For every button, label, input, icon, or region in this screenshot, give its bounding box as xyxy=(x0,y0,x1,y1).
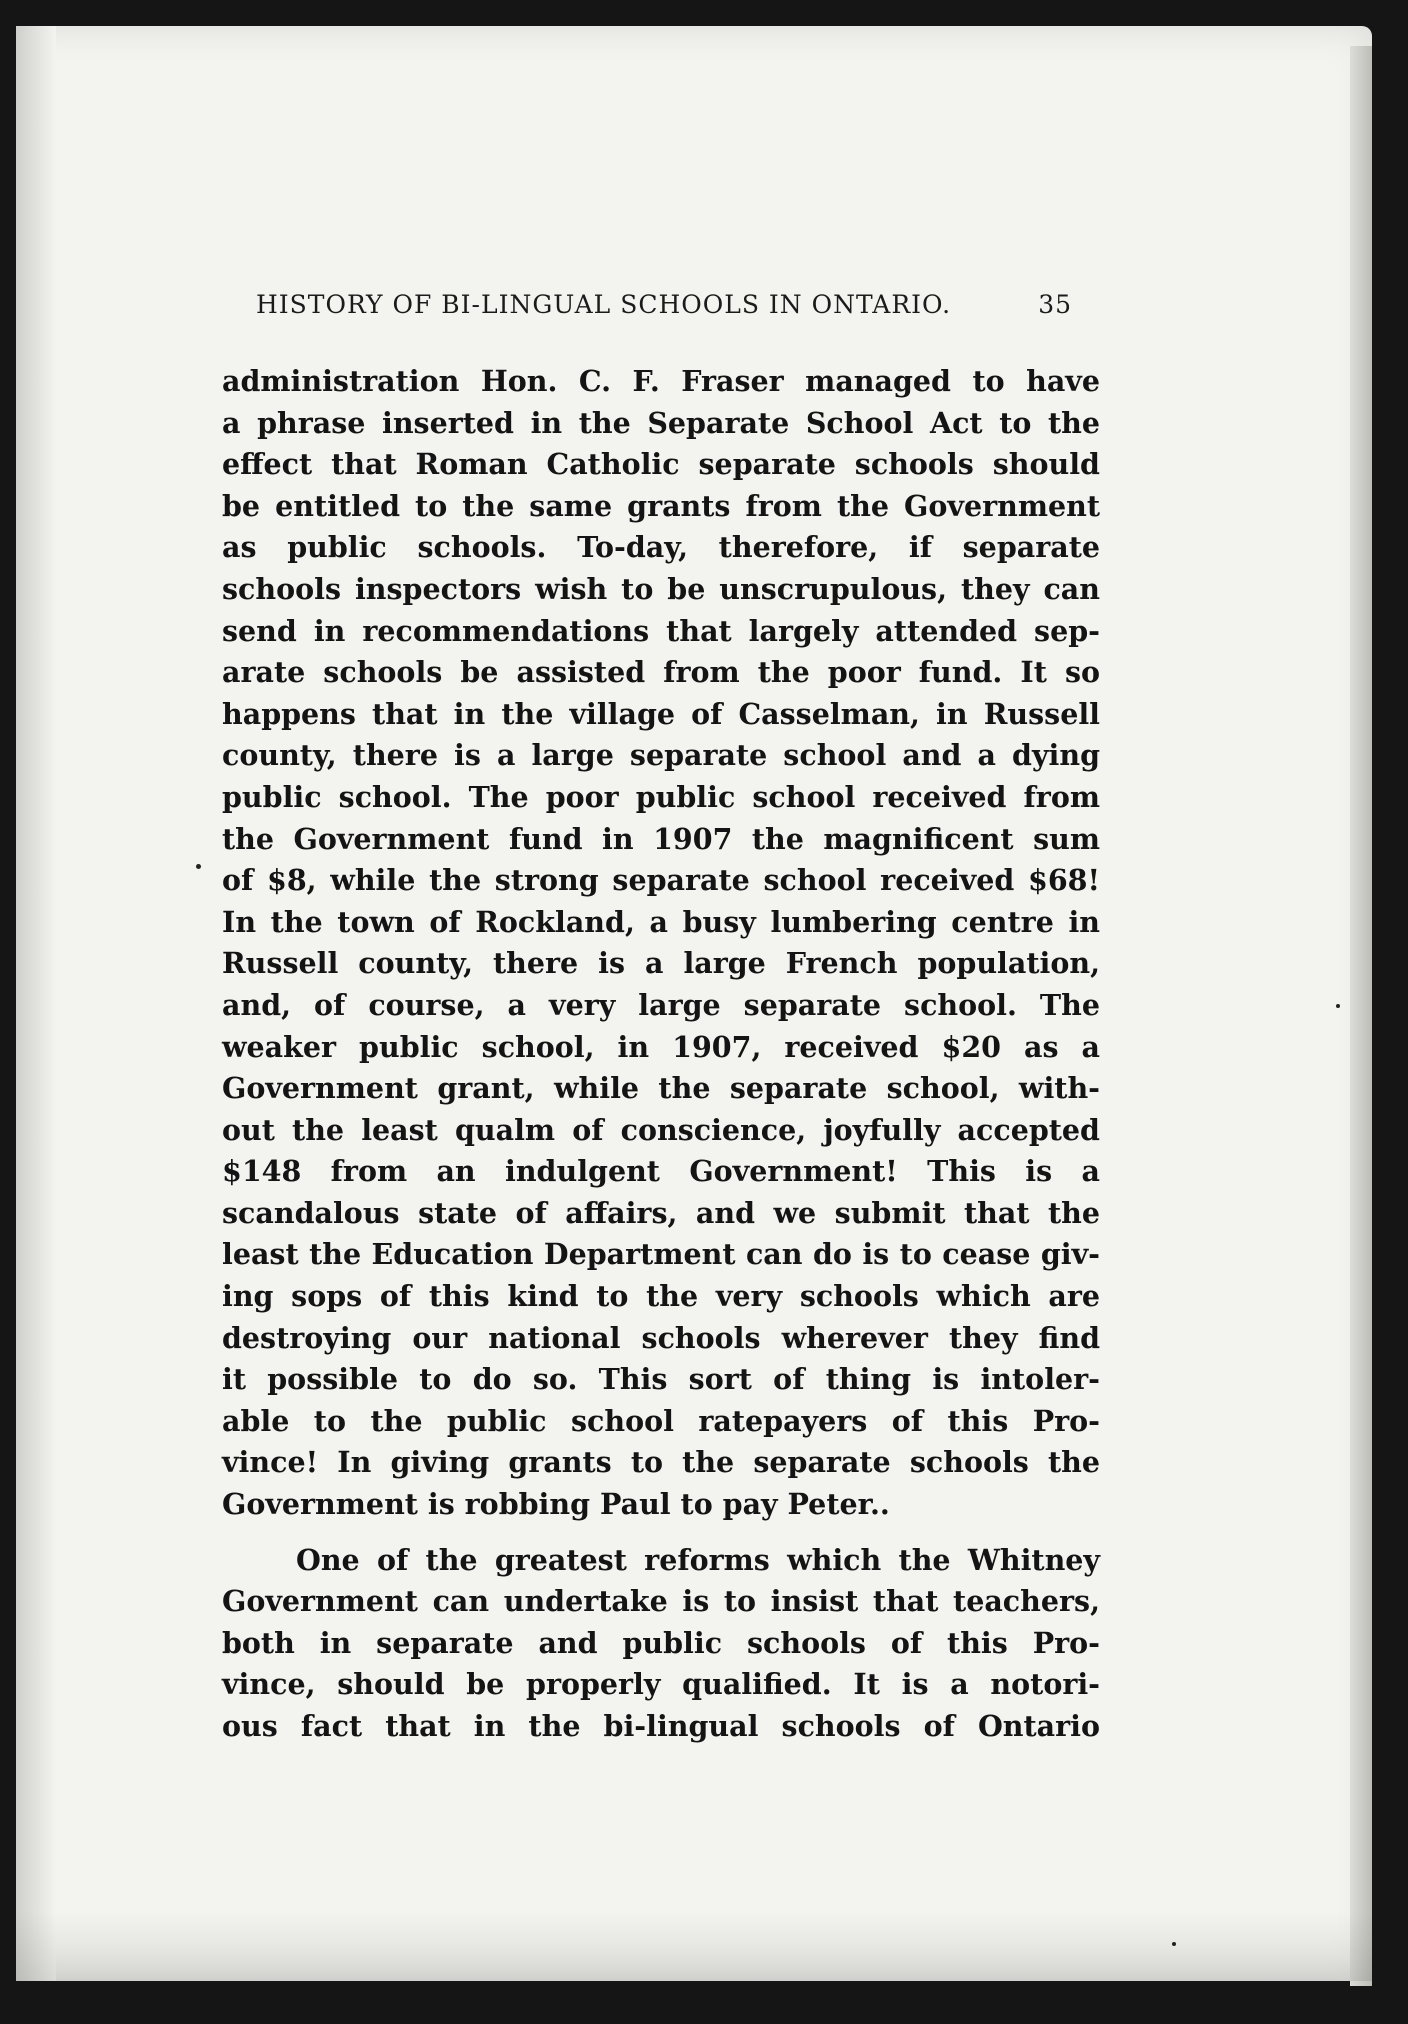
body-text xyxy=(222,361,1100,1748)
text-line: Government is robbing Paul to pay Peter.. xyxy=(222,1487,890,1522)
text-line: it possible to do so. This sort of thing is intoler- xyxy=(222,1362,1100,1397)
text-line: One of the greatest reforms which the Whitney xyxy=(296,1542,1100,1577)
text-line: arate schools be assisted from the poor fund. It so xyxy=(222,655,1100,690)
text-line: able to the public school ratepayers of this Pro- xyxy=(222,1403,1100,1438)
bottom-shadow xyxy=(16,1911,1372,1981)
text-line: $148 from an indulgent Government! This is a xyxy=(222,1154,1100,1189)
text-line: effect that Roman Catholic separate schools should xyxy=(222,447,1100,482)
page-number: 35 xyxy=(1038,290,1072,319)
paragraph-1 xyxy=(222,361,1100,1526)
text-line: the Government fund in 1907 the magnificent sum xyxy=(222,821,1100,856)
text-line: and, of course, a very large separate school. The xyxy=(222,987,1100,1022)
binding-edge-shadow xyxy=(16,26,56,1981)
print-speck xyxy=(196,864,201,869)
page-edge-strip xyxy=(1350,46,1372,1986)
text-line: Government can undertake is to insist that teachers, xyxy=(222,1584,1100,1619)
text-line: of $8, while the strong separate school received $68! xyxy=(222,863,1100,898)
paragraph-gap xyxy=(222,1526,1100,1540)
text-line: least the Education Department can do is to cease giv- xyxy=(222,1237,1100,1272)
text-line: public school. The poor public school received from xyxy=(222,779,1100,814)
text-line: vince, should be properly qualified. It is a notori- xyxy=(222,1667,1100,1702)
paragraph-2 xyxy=(222,1540,1100,1748)
text-line: happens that in the village of Casselman, in Russell xyxy=(222,696,1100,731)
text-line: as public schools. To-day, therefore, if separate xyxy=(222,530,1100,565)
text-line: scandalous state of affairs, and we submit that the xyxy=(222,1195,1100,1230)
text-line: ous fact that in the bi-lingual schools of Ontario xyxy=(222,1709,1100,1743)
text-line: be entitled to the same grants from the Government xyxy=(222,488,1100,523)
text-line: county, there is a large separate school and a dying xyxy=(222,738,1100,773)
text-line: send in recommendations that largely attended sep- xyxy=(222,613,1100,648)
running-title: HISTORY OF BI-LINGUAL SCHOOLS IN ONTARIO. xyxy=(256,290,952,319)
print-speck xyxy=(1172,1942,1176,1946)
text-line: schools inspectors wish to be unscrupulous, they can xyxy=(222,571,1100,606)
text-line: both in separate and public schools of this Pro- xyxy=(222,1625,1100,1660)
text-line: Government grant, while the separate school, with- xyxy=(222,1071,1100,1106)
text-line: destroying our national schools wherever they find xyxy=(222,1320,1100,1355)
text-line: administration Hon. C. F. Fraser managed to have xyxy=(222,364,1100,398)
text-line: Russell county, there is a large French population, xyxy=(222,946,1100,981)
text-line: ing sops of this kind to the very schools which are xyxy=(222,1279,1100,1314)
text-line: vince! In giving grants to the separate schools the xyxy=(222,1445,1100,1480)
text-line: weaker public school, in 1907, received $20 as a xyxy=(222,1029,1100,1064)
print-speck xyxy=(1336,1004,1340,1008)
text-line: a phrase inserted in the Separate School Act to the xyxy=(222,405,1100,440)
text-line: In the town of Rockland, a busy lumbering centre in xyxy=(222,904,1100,939)
text-line: out the least qualm of conscience, joyfully accepted xyxy=(222,1112,1100,1147)
running-header xyxy=(256,290,1072,330)
